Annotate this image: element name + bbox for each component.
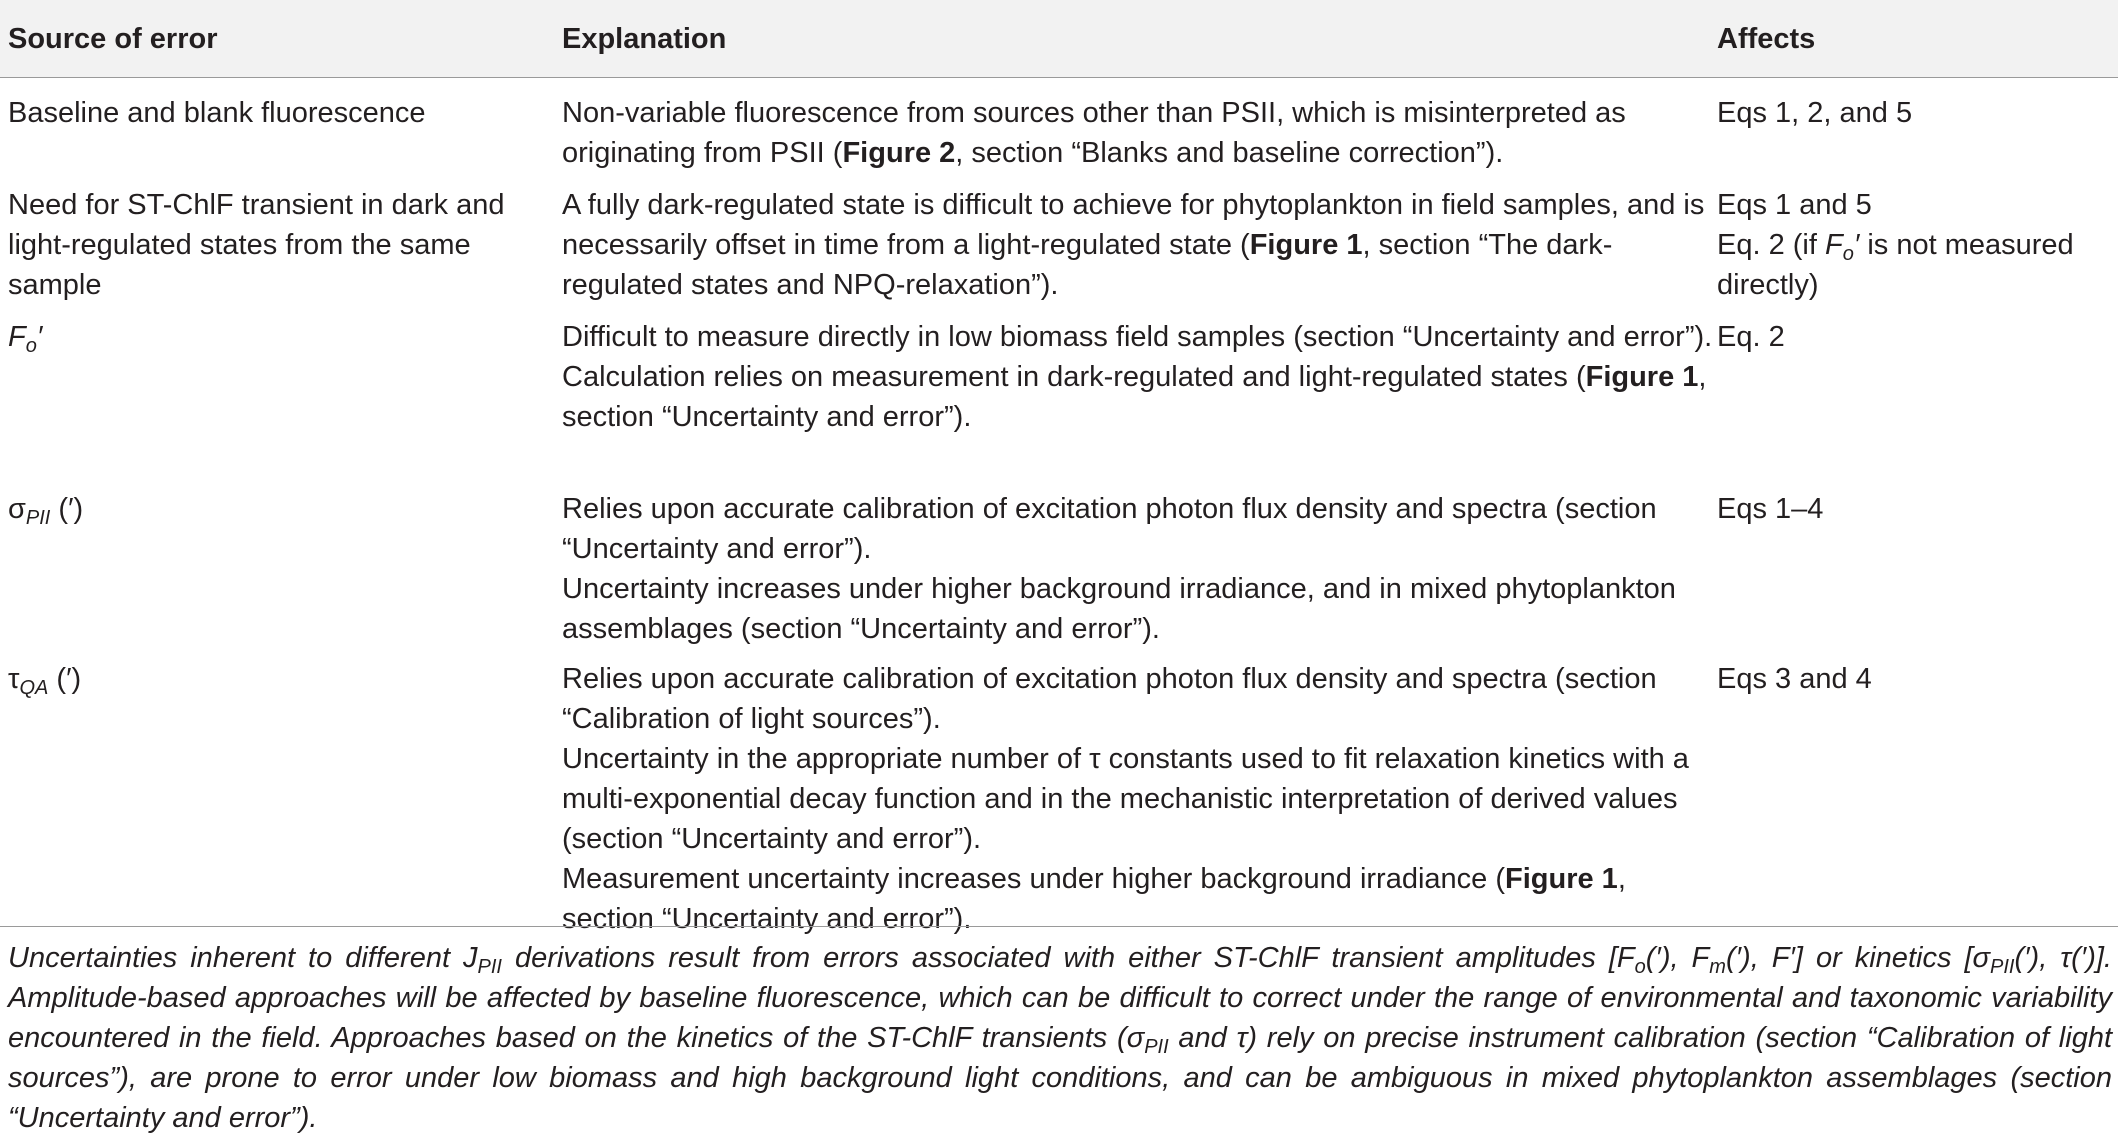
footnote-subscript: o [1634, 956, 1646, 978]
affects-text: Eqs 1 and 5 [1717, 189, 1872, 221]
affects-text: Eq. 2 [1717, 321, 1785, 353]
table-row [0, 185, 2118, 317]
explanation-text: Difficult to measure directly in low biomass field samples (section “Uncertainty and error”). [562, 321, 1713, 353]
cell-explanation [562, 78, 1717, 186]
cell-source [0, 659, 562, 939]
table-row [0, 317, 2118, 489]
explanation-text: Non-variable fluorescence from sources other than PSII, which is misinterpreted as originating from PSII ( [562, 97, 1626, 169]
footnote-subscript: PII [1144, 1036, 1169, 1058]
cell-explanation [562, 185, 1717, 317]
explanation-fragment: , section “Uncertainty and error”). [562, 863, 1626, 935]
symbol-suffix: (′) [50, 493, 84, 525]
affects-fragment: Eq. 2 (if [1717, 229, 1825, 261]
explanation-fragment: Calculation relies on measurement in dark-regulated and light-regulated states ( [562, 361, 1586, 393]
source-text: Need for ST-ChlF transient in dark and light-regulated states from the same sample [8, 189, 505, 301]
tau-qa-symbol [8, 663, 82, 699]
affects-text [1717, 225, 2118, 305]
cell-affects [1717, 185, 2118, 317]
figure-reference: Figure 2 [842, 137, 956, 169]
symbol-letter: F [1825, 229, 1843, 261]
explanation-text: Relies upon accurate calibration of excitation photon flux density and spectra (section “Calibration of light sources”). [562, 663, 1657, 735]
explanation-text: Uncertainty increases under higher background irradiance, and in mixed phytoplankton assemblages (section “Uncertainty and error”). [562, 573, 1676, 645]
figure-reference: Figure 1 [1585, 361, 1699, 393]
table-footnote [8, 938, 2112, 1138]
symbol-subscript: o [1842, 243, 1854, 265]
figure-reference: Figure 1 [1249, 229, 1363, 261]
explanation-fragment: , section “Uncertainty and error”). [562, 361, 1707, 433]
footnote-text: (′), F′] or kinetics [σ [1725, 942, 1990, 974]
symbol-prime: ′ [1853, 229, 1860, 261]
explanation-text [562, 859, 1717, 939]
table-footer-divider [0, 926, 2118, 927]
footnote-text: and τ) rely on precise instrument calibration (section “Calibration of light sources”), are prone to error under low biomass and high background light conditions, and can be ambiguous in mixed phytoplankton assemblages (section “Uncertainty and error”). [8, 1022, 2113, 1134]
footnote-subscript: m [1709, 956, 1726, 978]
footnote-text: derivations result from errors associated with either ST-ChlF transient amplitudes [F [501, 942, 1635, 974]
explanation-fragment: Measurement uncertainty increases under higher background irradiance ( [562, 863, 1506, 895]
header-source-of-error: Source of error [0, 0, 562, 78]
affects-text: Eqs 3 and 4 [1717, 663, 1872, 695]
cell-affects [1717, 659, 2118, 939]
footnote-subscript: PII [477, 956, 502, 978]
cell-source [0, 78, 562, 186]
table-header-row [0, 0, 2118, 78]
cell-explanation [562, 659, 1717, 939]
cell-explanation [562, 489, 1717, 659]
cell-affects [1717, 78, 2118, 186]
table-row [0, 78, 2118, 186]
symbol-letter: σ [8, 493, 26, 525]
cell-affects [1717, 317, 2118, 489]
symbol-letter: F [8, 321, 26, 353]
explanation-text [562, 357, 1717, 437]
explanation-text: Relies upon accurate calibration of excitation photon flux density and spectra (section “Uncertainty and error”). [562, 493, 1657, 565]
cell-source [0, 489, 562, 659]
symbol-subscript: QA [19, 677, 49, 699]
footnote-text: Uncertainties inherent to different J [8, 942, 478, 974]
symbol-prime: ′ [36, 321, 43, 353]
explanation-text: , section “Blanks and baseline correction”). [955, 137, 1504, 169]
table-row [0, 659, 2118, 939]
cell-source [0, 185, 562, 317]
sigma-pii-symbol [8, 493, 84, 529]
symbol-letter: τ [8, 663, 20, 695]
explanation-text: A fully dark-regulated state is difficult to achieve for phytoplankton in field samples, and is necessarily offset in time from a light-regulated state ( [562, 189, 1705, 261]
explanation-text: , section “The dark-regulated states and NPQ-relaxation”). [562, 229, 1613, 301]
cell-affects [1717, 489, 2118, 659]
affects-text: Eqs 1, 2, and 5 [1717, 97, 1913, 129]
cell-source [0, 317, 562, 489]
symbol-subscript: o [25, 335, 37, 357]
symbol-suffix: (′) [48, 663, 82, 695]
figure-reference: Figure 1 [1505, 863, 1618, 895]
footnote-text: (′), F [1645, 942, 1710, 974]
symbol-subscript: PII [25, 507, 51, 529]
affects-text: Eqs 1–4 [1717, 493, 1824, 525]
cell-explanation [562, 317, 1717, 489]
footnote-subscript: PII [1990, 956, 2015, 978]
footnote-text: (′), τ(′)]. Amplitude-based approaches will be affected by baseline fluorescence, which can be difficult to correct under the range of environmental and taxonomic variability encountered in the field. Approaches based on the kinetics of the ST-ChlF transients (σ [8, 942, 2112, 1054]
fo-prime-symbol [1825, 229, 1860, 265]
fo-prime-symbol [8, 321, 43, 357]
header-affects: Affects [1717, 0, 2118, 78]
source-text: Baseline and blank fluorescence [8, 97, 426, 129]
affects-fragment: is not measured directly) [1717, 229, 2074, 301]
table-row [0, 489, 2118, 659]
header-explanation: Explanation [562, 0, 1717, 78]
explanation-text: Uncertainty in the appropriate number of τ constants used to fit relaxation kinetics with a multi-exponential decay function and in the mechanistic interpretation of derived values (section “Uncertainty and error”). [562, 743, 1689, 855]
